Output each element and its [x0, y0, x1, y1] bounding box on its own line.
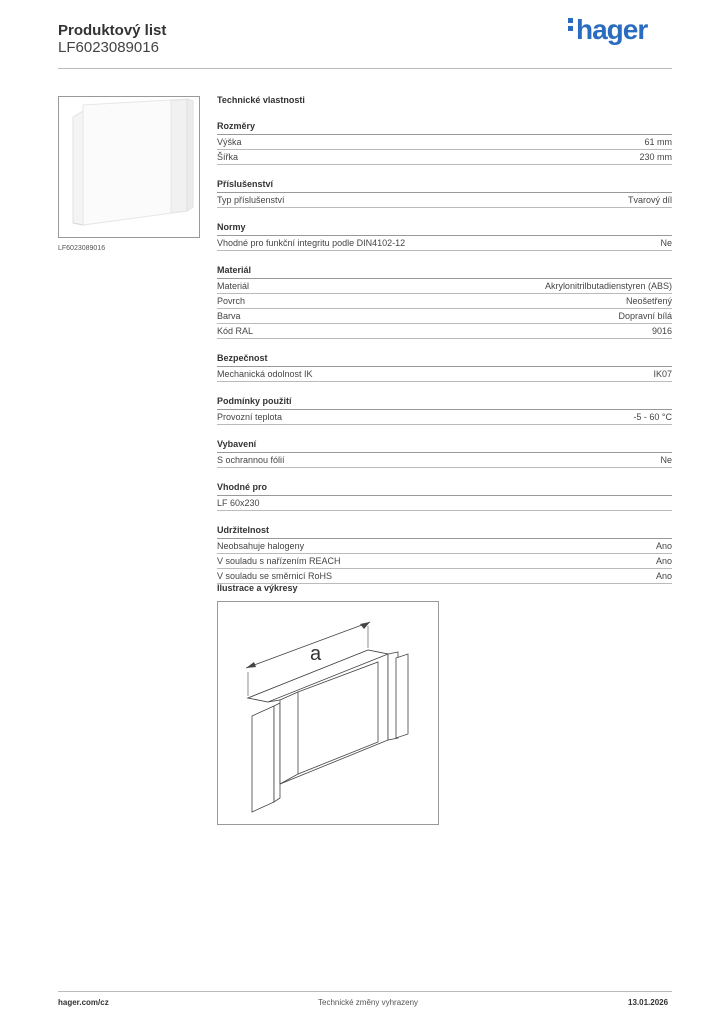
spec-label: Typ příslušenství — [217, 195, 285, 205]
spec-value: IK07 — [653, 369, 672, 379]
spec-row — [217, 569, 672, 584]
illustration-title: Ilustrace a výkresy — [217, 583, 298, 593]
section-udrzitelnost — [217, 524, 672, 584]
spec-row — [217, 309, 672, 324]
spec-row — [217, 410, 672, 425]
section-podminky — [217, 395, 672, 425]
footer-note: Technické změny vyhrazeny — [318, 998, 419, 1007]
spec-value: Ne — [660, 238, 672, 248]
spec-row — [217, 150, 672, 165]
spec-label: S ochrannou fólií — [217, 455, 285, 465]
section-material — [217, 264, 672, 339]
spec-row — [217, 554, 672, 569]
section-vhodne-pro — [217, 481, 672, 511]
section-title: Rozměry — [217, 120, 672, 135]
spec-label: Povrch — [217, 296, 246, 306]
spec-row — [217, 135, 672, 150]
spec-label: Šířka — [217, 152, 239, 162]
spec-value: Ano — [655, 556, 672, 566]
spec-label: Barva — [217, 311, 241, 321]
spec-value: -5 - 60 °C — [633, 412, 672, 422]
logo-text: hager — [576, 14, 648, 45]
spec-row — [217, 496, 672, 511]
spec-row — [217, 367, 672, 382]
spec-value: Akrylonitrilbutadienstyren (ABS) — [544, 281, 672, 291]
spec-label: Neobsahuje halogeny — [217, 541, 305, 551]
spec-label: Materiál — [217, 281, 250, 291]
header-title: Produktový list — [58, 22, 167, 39]
section-title: Vybavení — [217, 438, 672, 453]
footer-website: hager.com/cz — [58, 998, 109, 1007]
section-title: Vhodné pro — [217, 481, 672, 496]
spec-value: Neošetřený — [625, 296, 672, 306]
header-divider — [58, 68, 672, 69]
header-product-code: LF6023089016 — [58, 39, 159, 56]
spec-value: Tvarový díl — [627, 195, 672, 205]
spec-row — [217, 453, 672, 468]
dimension-label-a: a — [310, 643, 322, 665]
specs-table — [217, 95, 672, 597]
section-prislusenstvi — [217, 178, 672, 208]
section-title: Podmínky použití — [217, 395, 672, 410]
section-vybaveni — [217, 438, 672, 468]
spec-label: Výška — [217, 137, 242, 147]
footer-date: 13.01.2026 — [628, 998, 669, 1007]
spec-label: V souladu se směrnicí RoHS — [217, 571, 333, 581]
spec-label: V souladu s nařízením REACH — [217, 556, 341, 566]
technical-drawing-icon — [218, 602, 438, 824]
spec-row — [217, 279, 672, 294]
footer-divider — [58, 991, 672, 992]
spec-label: Kód RAL — [217, 326, 254, 336]
spec-row — [217, 324, 672, 339]
spec-value: Ano — [655, 571, 672, 581]
section-title: Příslušenství — [217, 178, 672, 193]
spec-row — [217, 539, 672, 554]
spec-row — [217, 294, 672, 309]
product-photo-icon — [59, 97, 199, 237]
spec-value: Ano — [655, 541, 672, 551]
spec-label: LF 60x230 — [217, 498, 260, 508]
spec-row — [217, 193, 672, 208]
section-title: Udržitelnost — [217, 524, 672, 539]
spec-label: Mechanická odolnost IK — [217, 369, 313, 379]
section-title: Bezpečnost — [217, 352, 672, 367]
section-rozmery — [217, 120, 672, 165]
product-image — [58, 96, 200, 238]
hager-logo — [568, 14, 647, 46]
spec-value: 61 mm — [644, 137, 672, 147]
spec-label: Provozní teplota — [217, 412, 283, 422]
logo-dots-icon — [568, 18, 573, 34]
spec-value: Ne — [660, 455, 672, 465]
illustration-drawing — [217, 601, 439, 825]
spec-value: 9016 — [651, 326, 672, 336]
specs-main-title: Technické vlastnosti — [217, 95, 305, 105]
section-normy — [217, 221, 672, 251]
spec-row — [217, 236, 672, 251]
spec-value: 230 mm — [639, 152, 672, 162]
spec-label: Vhodné pro funkční integritu podle DIN4102-12 — [217, 238, 406, 248]
spec-value: Dopravní bílá — [618, 311, 672, 321]
section-title: Normy — [217, 221, 672, 236]
product-caption: LF6023089016 — [58, 245, 106, 252]
section-bezpecnost — [217, 352, 672, 382]
section-title: Materiál — [217, 264, 672, 279]
